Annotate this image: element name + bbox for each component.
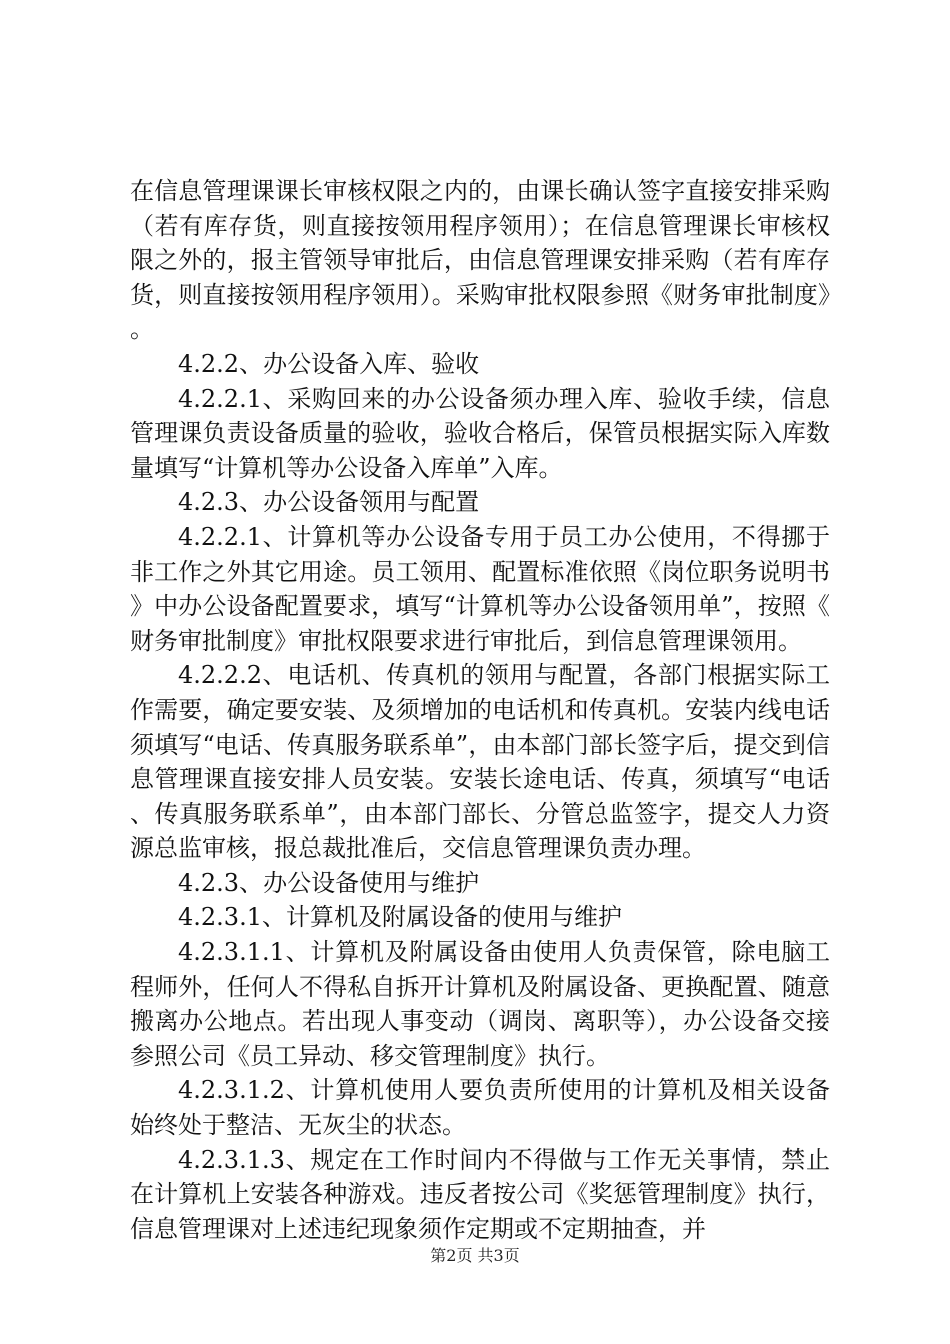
paragraph-1: 在信息管理课课长审核权限之内的，由课长确认签字直接安排采购（若有库存货，则直接按领用程序领用）；在信息管理课长审核权限之外的，报主管领导审批后，由信息管理课安排采购（若有库存货，则直接按领用程序领用）。采购审批权限参照《财务审批制度》。	[130, 177, 830, 344]
heading-4-2-3-1: 4.2.3.1、计算机及附属设备的使用与维护	[178, 903, 622, 932]
paragraph-4-2-3-1-3: 4.2.3.1.3、规定在工作时间内不得做与工作无关事情，禁止在计算机上安装各种游戏。违反者按公司《奖惩管理制度》执行，信息管理课对上述违纪现象须作定期或不定期抽查，并	[130, 1145, 830, 1243]
paragraph-4-2-2-2: 4.2.2.2、电话机、传真机的领用与配置，各部门根据实际工作需要，确定要安装、及须增加的电话机和传真机。安装内线电话须填写“电话、传真服务联系单”，由本部门部长签字后，提交到信息管理课直接安排人员安装。安装长途电话、传真，须填写“电话、传真服务联系单”，由本部门部长、分管总监签字，提交人力资源总监审核，报总裁批准后，交信息管理课负责办理。	[130, 661, 830, 863]
heading-4-2-2: 4.2.2、办公设备入库、验收	[178, 349, 480, 378]
paragraph-4-2-3-1-2: 4.2.3.1.2、计算机使用人要负责所使用的计算机及相关设备始终处于整洁、无灰尘的状态。	[130, 1076, 830, 1140]
document-body	[130, 174, 830, 1246]
heading-4-2-3-a: 4.2.3、办公设备领用与配置	[178, 488, 480, 517]
paragraph-4-2-2-1: 4.2.2.1、采购回来的办公设备须办理入库、验收手续，信息管理课负责设备质量的验收，验收合格后，保管员根据实际入库数量填写“计算机等办公设备入库单”入库。	[130, 384, 830, 482]
heading-4-2-3-b: 4.2.3、办公设备使用与维护	[178, 868, 480, 897]
paragraph-4-2-3-1-1: 4.2.3.1.1、计算机及附属设备由使用人负责保管，除电脑工程师外，任何人不得私自拆开计算机及附属设备、更换配置、随意搬离办公地点。若出现人事变动（调岗、离职等），办公设备交接参照公司《员工异动、移交管理制度》执行。	[130, 938, 830, 1070]
paragraph-4-2-2-1-b: 4.2.2.1、计算机等办公设备专用于员工办公使用，不得挪于非工作之外其它用途。员工领用、配置标准依照《岗位职务说明书》中办公设备配置要求，填写“计算机等办公设备领用单”，按照《财务审批制度》审批权限要求进行审批后，到信息管理课领用。	[130, 522, 830, 655]
page-number-footer: 第2页 共3页	[430, 1246, 520, 1265]
